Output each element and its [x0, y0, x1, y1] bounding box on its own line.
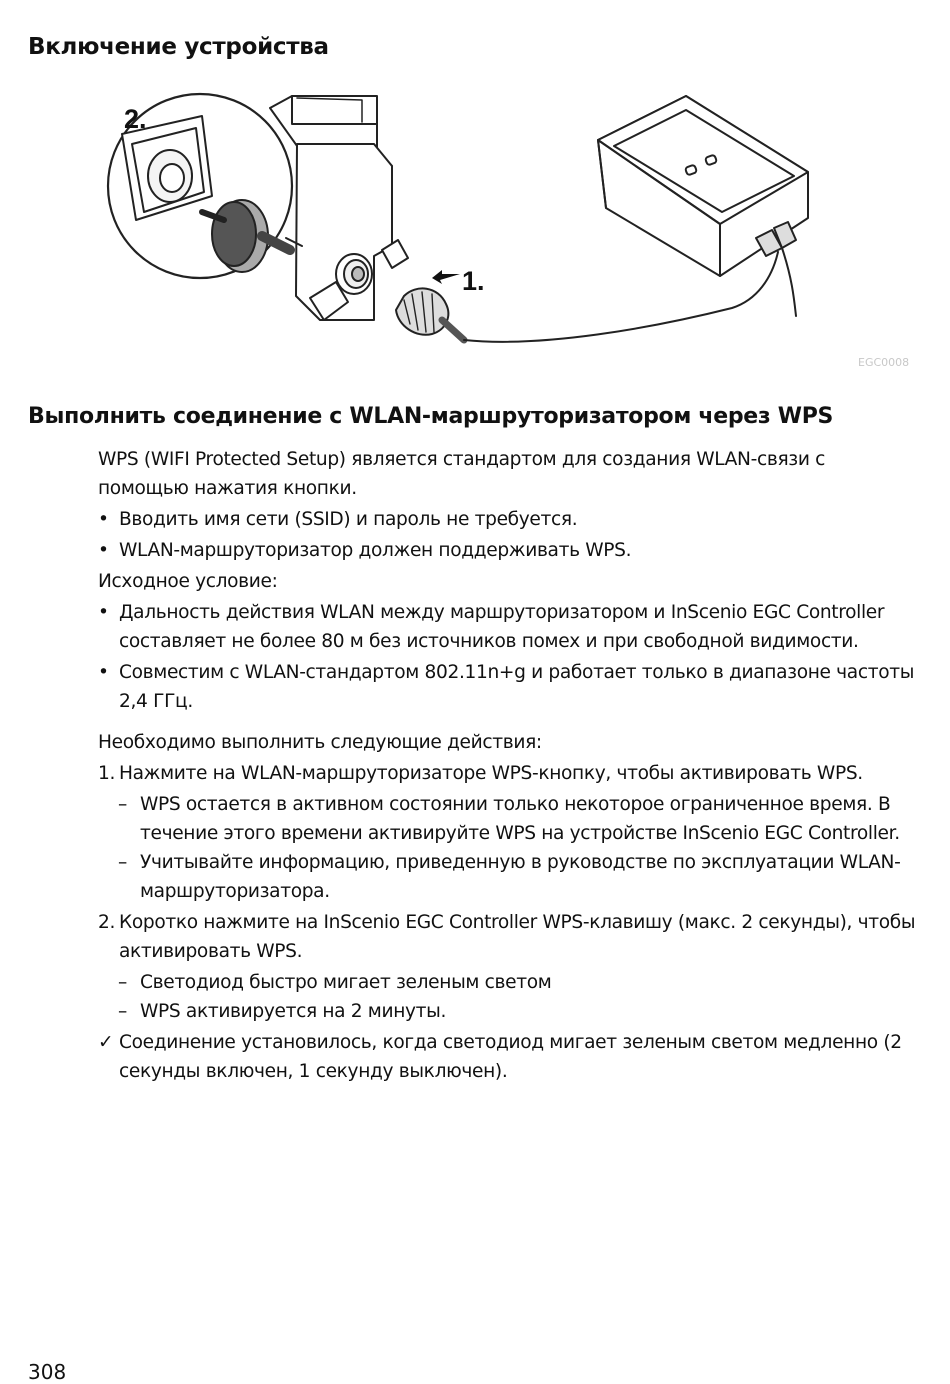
sub-item [98, 968, 918, 997]
step-text: Нажмите на WLAN-маршруторизаторе WPS-кнопку, чтобы активировать WPS. [119, 763, 863, 784]
list-item [98, 598, 918, 656]
bullet-marker: • [98, 662, 109, 683]
bullet-marker: • [98, 509, 109, 530]
list-item [98, 658, 918, 716]
list-item [98, 536, 918, 565]
sub-item-text: WPS активируется на 2 минуты. [140, 1001, 447, 1022]
step-number: 2. [98, 912, 116, 933]
figure-code: EGC0008 [858, 356, 910, 369]
list-item-text: Вводить имя сети (SSID) и пароль не требуется. [119, 509, 578, 530]
list-item-text: Дальность действия WLAN между маршруторизатором и InScenio EGC Controller составляет не более 80 м без источников помех и при свободной видимости. [119, 602, 885, 652]
sub-item-text: Учитывайте информацию, приведенную в руководстве по эксплуатации WLAN-маршруторизатора. [140, 852, 901, 902]
result-item [98, 1028, 918, 1086]
step-text: Коротко нажмите на InScenio EGC Controller WPS-клавишу (макс. 2 секунды), чтобы активировать WPS. [119, 912, 916, 962]
step-item [98, 908, 918, 966]
page-number: 308 [28, 1360, 67, 1384]
checkmark-icon: ✓ [98, 1032, 114, 1053]
device-connection-illustration [92, 88, 822, 360]
list-item-text: WLAN-маршруторизатор должен поддерживать WPS. [119, 540, 632, 561]
precondition-label: Исходное условие: [98, 571, 278, 592]
intro-paragraph: WPS (WIFI Protected Setup) является стандартом для создания WLAN-связи с помощью нажатия кнопки. [98, 449, 825, 499]
wps-content [98, 445, 918, 1088]
sub-item [98, 997, 918, 1026]
section-heading-wps: Выполнить соединение с WLAN-маршруторизатором через WPS [28, 404, 834, 429]
step-number: 1. [98, 763, 116, 784]
figure-label-step-1: 1. [462, 266, 485, 296]
list-item [98, 505, 918, 534]
actions-label: Необходимо выполнить следующие действия: [98, 732, 542, 753]
sub-item-text: WPS остается в активном состоянии только некоторое ограниченное время. В течение этого времени активируйте WPS на устройстве InScenio EGC Controller. [140, 794, 900, 844]
sub-item [98, 790, 918, 848]
dash-marker: – [118, 972, 127, 993]
sub-item [98, 848, 918, 906]
section-heading-power-on: Включение устройства [28, 34, 329, 60]
dash-marker: – [118, 794, 127, 815]
step-item [98, 759, 918, 788]
result-text: Соединение установилось, когда светодиод мигает зеленым светом медленно (2 секунды включен, 1 секунду выключен). [119, 1032, 902, 1082]
dash-marker: – [118, 1001, 127, 1022]
figure-label-step-2: 2. [124, 104, 147, 134]
dash-marker: – [118, 852, 127, 873]
list-item-text: Совместим с WLAN-стандартом 802.11n+g и работает только в диапазоне частоты 2,4 ГГц. [119, 662, 915, 712]
sub-item-text: Светодиод быстро мигает зеленым светом [140, 972, 552, 993]
bullet-marker: • [98, 602, 109, 623]
bullet-marker: • [98, 540, 109, 561]
